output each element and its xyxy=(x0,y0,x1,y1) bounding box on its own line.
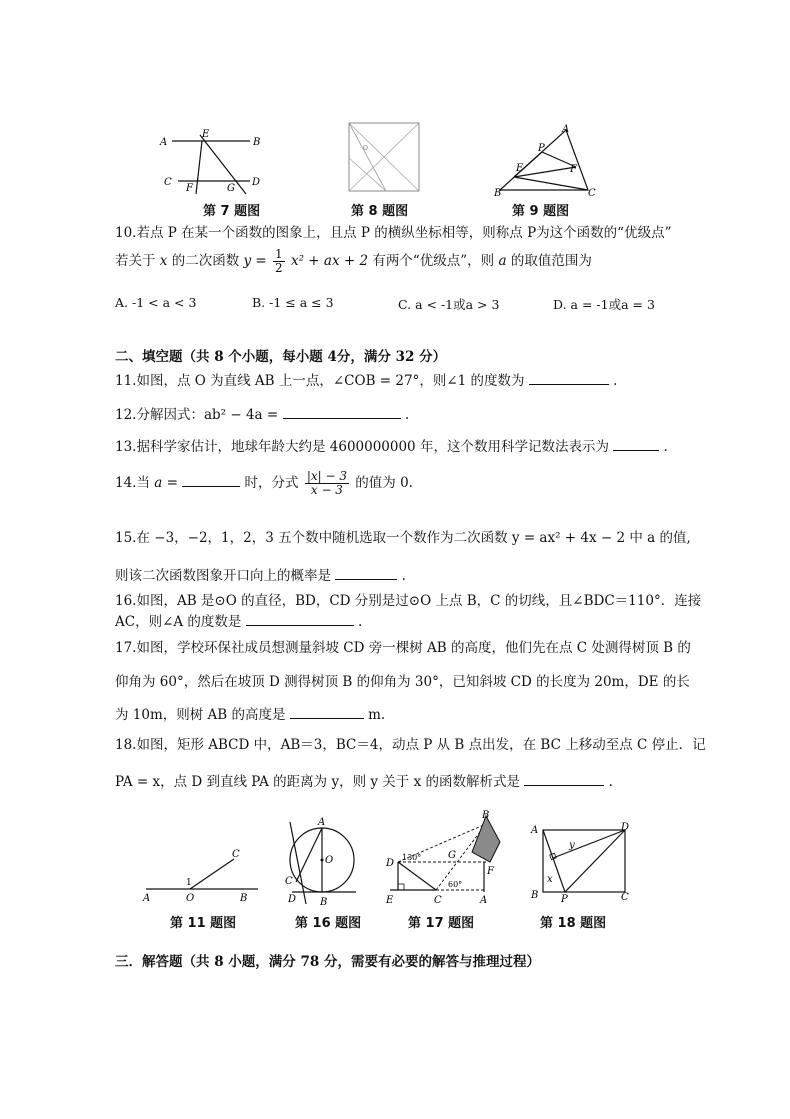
q11-end: . xyxy=(613,373,618,389)
q17-line2: 仰角为 60°，然后在坡顶 D 测得树顶 B 的仰角为 30°，已知斜坡 CD 的长度为 20m，DE 的长 xyxy=(115,674,690,690)
q17-end: m. xyxy=(368,707,386,723)
q10-option-a: A. -1 < a < 3 xyxy=(115,295,197,310)
q10-frac-num: 1 xyxy=(275,247,283,261)
fig18-label-C: C xyxy=(621,892,629,902)
q16-line2-text: AC，则∠A 的度数是 xyxy=(115,614,242,630)
fig17-label-A: A xyxy=(480,895,488,906)
q17-line3 xyxy=(115,704,385,724)
fig8-caption: 第 8 题图 xyxy=(351,204,409,219)
fig7-label-F: F xyxy=(186,183,193,194)
q10-option-c: C. a < -1或a > 3 xyxy=(398,297,500,312)
fig18-label-B: B xyxy=(531,890,539,901)
q10-option-d: D. a = -1或a = 3 xyxy=(553,297,655,312)
fig18-caption: 第 18 题图 xyxy=(540,916,607,931)
q10-option-b: B. -1 ≤ a ≤ 3 xyxy=(252,295,334,310)
fig16-label-O: O xyxy=(325,855,334,866)
q10-text-d: 的取值范围为 xyxy=(510,253,592,269)
q12 xyxy=(115,404,409,424)
fig7-label-A: A xyxy=(160,137,168,148)
q15-line2 xyxy=(115,565,406,585)
fig18-label-P: P xyxy=(561,894,568,902)
fig16-label-B: B xyxy=(320,897,328,908)
q18-line2-text: PA = x，点 D 到直线 PA 的距离为 y，则 y 关于 x 的函数解析式是 xyxy=(115,774,521,790)
fig17-label-C: C xyxy=(434,895,442,906)
figure-8 xyxy=(344,118,424,196)
q12-text: 12.分解因式：ab² − 4a = xyxy=(115,407,279,423)
q10-line2 xyxy=(115,248,592,275)
q17-line3-text: 为 10m，则树 AB 的高度是 xyxy=(115,707,286,723)
q15-line2-text: 则该二次函数图象开口向上的概率是 xyxy=(115,568,331,584)
q18-answer-blank[interactable] xyxy=(524,771,604,786)
fig11-caption: 第 11 题图 xyxy=(170,916,237,931)
q11-answer-blank[interactable] xyxy=(529,370,609,385)
figure-18 xyxy=(525,820,635,902)
q15-answer-blank[interactable] xyxy=(335,565,397,580)
q13 xyxy=(115,436,668,456)
fig9-label-F: F xyxy=(570,164,577,175)
q10-line1: 10.若点 P 在某一个函数的图象上，且点 P 的横纵坐标相等，则称点 P为这个函数的“优级点” xyxy=(115,225,672,241)
q13-end: . xyxy=(663,439,668,455)
fig18-label-x: x xyxy=(547,874,553,885)
fig17-label-D: D xyxy=(386,858,395,869)
q14-fraction xyxy=(305,470,349,497)
q17-answer-blank[interactable] xyxy=(290,704,364,719)
fig17-label-F: F xyxy=(487,866,494,877)
fig16-label-D: D xyxy=(288,894,297,905)
q13-text: 13.据科学家估计，地球年龄大约是 4600000000 年，这个数用科学记数法表示为 xyxy=(115,439,609,455)
q14 xyxy=(115,466,413,500)
q10-frac-den: 2 xyxy=(275,261,283,275)
q14-frac-den: x − 3 xyxy=(310,483,343,497)
fig8-label-O: O xyxy=(363,145,368,152)
q10-text-a: 若关于 xyxy=(115,253,156,269)
figure-9 xyxy=(490,124,600,198)
q10-var-x: x xyxy=(159,253,168,269)
fig17-label-G: G xyxy=(448,850,456,861)
q14-answer-blank[interactable] xyxy=(182,472,240,487)
q14-pre: 14.当 xyxy=(115,475,150,491)
fig7-label-D: D xyxy=(252,177,261,188)
section3-title: 三．解答题（共 8 小题，满分 78 分，需要有必要的解答与推理过程） xyxy=(115,954,540,970)
q11 xyxy=(115,370,617,390)
fig11-label-O: O xyxy=(186,893,195,904)
fig17-caption: 第 17 题图 xyxy=(408,916,475,931)
q17-line1: 17.如图，学校环保社成员想测量斜坡 CD 旁一棵树 AB 的高度，他们先在点 C 处测得树顶 B 的 xyxy=(115,640,691,656)
fig18-label-D: D xyxy=(621,822,630,833)
q10-fraction xyxy=(273,248,285,275)
q10-eq-a: y = xyxy=(243,253,267,269)
q14-mid: 时，分式 xyxy=(244,475,299,491)
fig9-label-C: C xyxy=(588,188,596,198)
q16-line1: 16.如图，AB 是⊙O 的直径，BD，CD 分别是过⊙O 上点 B，C 的切线，且∠BDC＝110°．连接 xyxy=(115,593,702,609)
fig9-label-E: E xyxy=(516,163,524,174)
figure-11 xyxy=(138,845,268,905)
fig16-caption: 第 16 题图 xyxy=(295,916,362,931)
fig16-label-C: C xyxy=(285,876,293,887)
q14-post: 的值为 0. xyxy=(355,475,413,491)
q18-line1: 18.如图，矩形 ABCD 中，AB＝3，BC＝4，动点 P 从 B 点出发，在 BC 上移动至点 C 停止．记 xyxy=(115,737,706,753)
fig9-label-P: P xyxy=(538,143,545,154)
q18-line2 xyxy=(115,771,613,791)
section2-title: 二、填空题（共 8 个小题，每小题 4分，满分 32 分） xyxy=(115,349,447,365)
fig7-label-G: G xyxy=(227,183,235,194)
fig11-label-C: C xyxy=(232,849,240,860)
q10-text-b: 的二次函数 xyxy=(171,253,240,269)
figure-16 xyxy=(280,816,360,908)
fig18-label-y: y xyxy=(569,840,575,851)
fig17-label-60: 60° xyxy=(448,880,463,889)
fig16-label-A: A xyxy=(318,817,326,828)
q16-end: . xyxy=(358,614,363,630)
q11-text: 11.如图，点 O 为直线 AB 上一点，∠COB = 27°，则∠1 的度数为 xyxy=(115,373,525,389)
q14-frac-num: |x| − 3 xyxy=(306,469,347,483)
fig11-label-1: 1 xyxy=(186,878,192,888)
figure-17 xyxy=(380,808,510,908)
fig7-label-C: C xyxy=(164,177,172,188)
q10-var-a: a xyxy=(498,253,507,269)
fig17-label-E: E xyxy=(386,895,394,906)
q10-text-c: 有两个“优级点”，则 xyxy=(372,253,495,269)
fig17-label-130: 130° xyxy=(402,853,422,862)
figure-7 xyxy=(158,128,270,196)
q12-answer-blank[interactable] xyxy=(283,404,401,419)
fig17-label-B: B xyxy=(482,810,490,821)
q14-var: a = xyxy=(154,475,178,491)
fig9-label-A: A xyxy=(562,124,570,135)
fig18-label-A: A xyxy=(531,825,539,836)
q15-end: . xyxy=(401,568,406,584)
q10-eq-b: x² + ax + 2 xyxy=(290,253,369,269)
fig7-caption: 第 7 题图 xyxy=(203,204,261,219)
fig11-label-B: B xyxy=(240,893,248,904)
q13-answer-blank[interactable] xyxy=(613,436,659,451)
q15-line1: 15.在 −3，−2，1，2，3 五个数中随机选取一个数作为二次函数 y = ax² + 4x − 2 中 a 的值, xyxy=(115,530,691,546)
q16-answer-blank[interactable] xyxy=(246,611,354,626)
fig7-label-E: E xyxy=(202,129,210,140)
q16-line2 xyxy=(115,611,362,631)
fig9-label-B: B xyxy=(494,188,502,198)
q12-end: . xyxy=(404,407,410,423)
fig9-caption: 第 9 题图 xyxy=(512,204,570,219)
fig11-label-A: A xyxy=(143,893,151,904)
fig7-label-B: B xyxy=(253,137,261,148)
q18-end: . xyxy=(608,774,613,790)
